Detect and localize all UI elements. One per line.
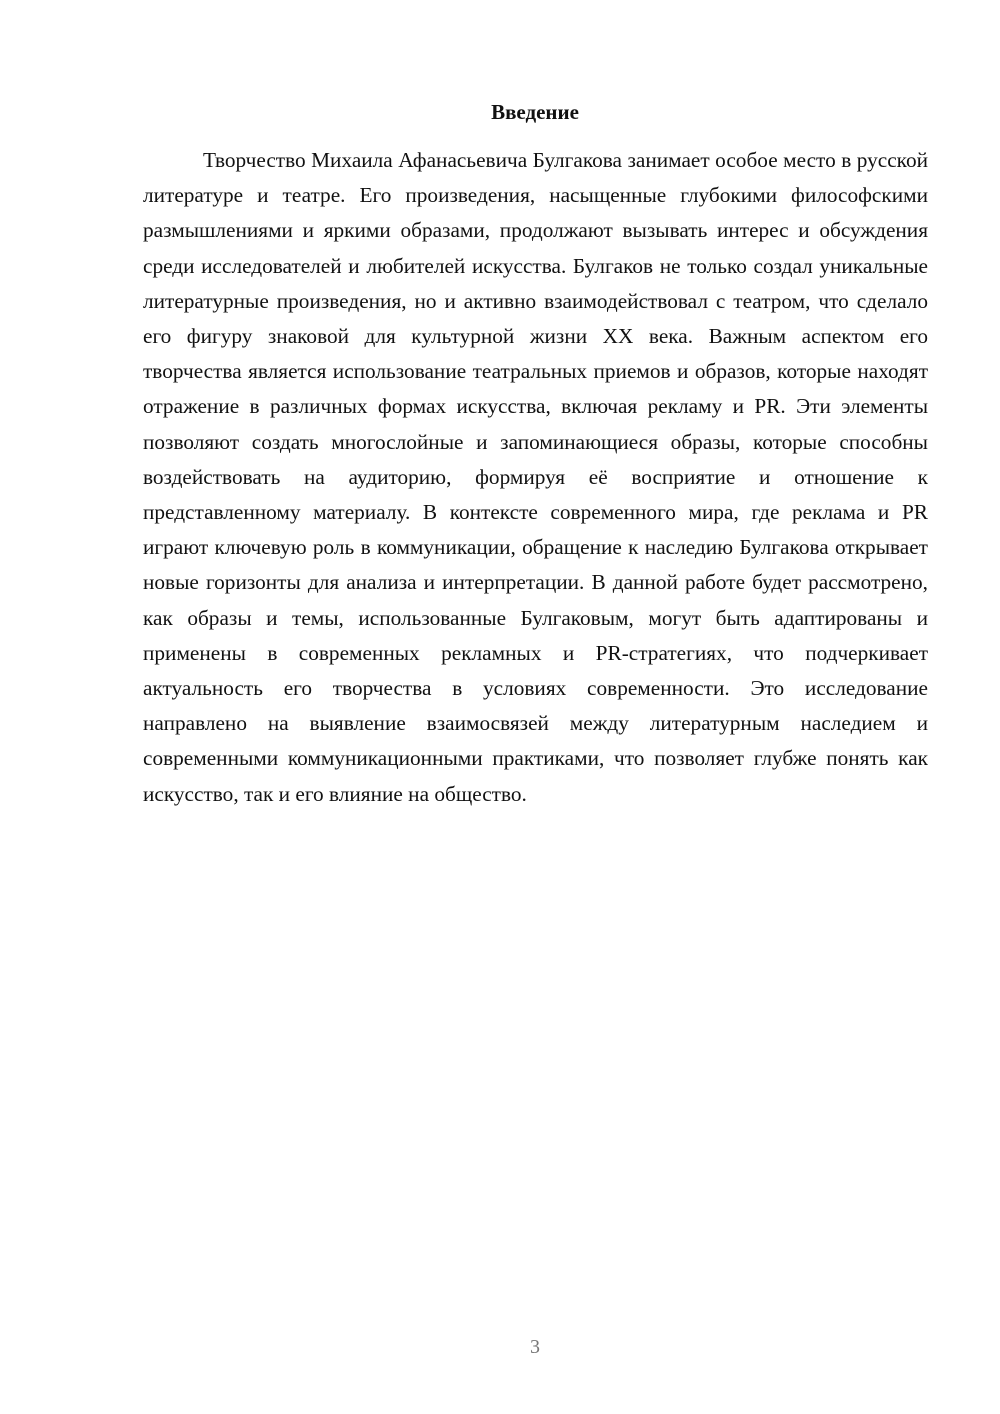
page-number: 3	[530, 1336, 540, 1358]
section-heading: Введение	[491, 100, 579, 124]
body-paragraph: Творчество Михаила Афанасьевича Булгакова занимает особое место в русской литературе и театре. Его произведения, насыщенные глубокими философскими размышлениями и яркими образами, продолжают вызывать интерес и обсуждения среди исследователей и любителей искусства. Булгаков не только создал уникальные литературные произведения, но и активно взаимодействовал с театром, что сделало его фигуру знаковой для культурной жизни XX века. Важным аспектом его творчества является использование театральных приемов и образов, которые находят отражение в различных формах искусства, включая рекламу и PR. Эти элементы позволяют создать многослойные и запоминающиеся образы, которые способны воздействовать на аудиторию, формируя её восприятие и отношение к представленному материалу. В контексте современного мира, где реклама и PR играют ключевую роль в коммуникации, обращение к наследию Булгакова открывает новые горизонты для анализа и интерпретации. В данной работе будет рассмотрено, как образы и темы, использованные Булгаковым, могут быть адаптированы и применены в современных рекламных и PR-стратегиях, что подчеркивает актуальность его творчества в условиях современности. Это исследование направлено на выявление взаимосвязей между литературным наследием и современными коммуникационными практиками, что позволяет глубже понять как искусство, так и его влияние на общество.	[143, 148, 928, 806]
